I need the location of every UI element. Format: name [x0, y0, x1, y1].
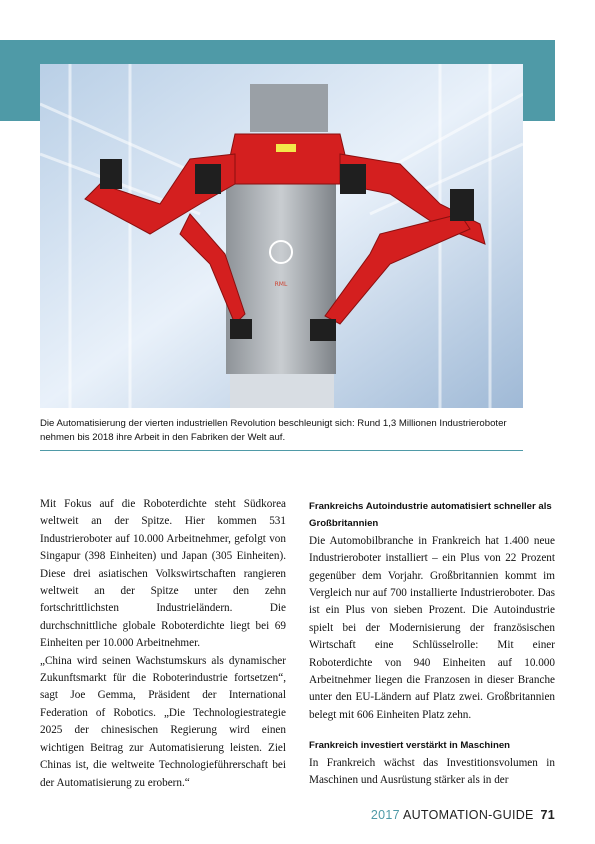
robot-panel-label: RML [274, 281, 288, 288]
right-paragraph-2: In Frankreich wächst das Investitionsvolumen in Maschinen und Ausrüstung stärker als in der [309, 756, 555, 787]
caption-divider [40, 450, 523, 451]
page-number: 71 [540, 808, 555, 822]
footer-year: 2017 [370, 808, 400, 822]
left-paragraph-1: Mit Fokus auf die Roboterdichte steht Südkorea weltweit an der Spitze. Hier kommen 531 Industrieroboter auf 10.000 Arbeitnehmer, gefolgt von Singapur (398 Einheiten) und Japan (305 Einheiten). Diese drei asiatischen Volkswirtschaften rangieren weltweit an der Spitze unter den zehn fortschrittlichsten Industrieländern. Die durchschnittliche globale Roboterdichte liegt bei 69 Einheiten per 10.000 Arbeitnehmer. [40, 498, 286, 650]
left-paragraph-2: „China wird seinen Wachstumskurs als dynamischer Zukunftsmarkt für die Roboterindustrie fortsetzen“, sagt Joe Gemma, Präsident der International Federation of Robotics. „Die Technologiestrategie 2025 der chinesischen Regierung wird einen wichtigen Beitrag zur Automatisierung leisten. Ziel Chinas ist, die weltweite Technologieführerschaft bei der Automatisierung zu erobern.“ [40, 654, 286, 789]
footer-publication: AUTOMATION-GUIDE [402, 808, 534, 822]
section-heading-france-invest: Frankreich investiert verstärkt in Maschinen [309, 740, 511, 752]
right-paragraph-1: Die Automobilbranche in Frankreich hat 1.400 neue Industrieroboter installiert – ein Plus von 22 Prozent gegenüber dem Vorjahr. Großbritannien kommt im Vergleich nur auf 700 installierte Industrieroboter. Das ist ein Plus von sieben Prozent. Die Autoindustrie spielt bei der Modernisierung der französischen Wirtschaft eine Schlüsselrolle: Mit einer Roboterdichte von 940 Einheiten auf 10.000 Arbeitnehmer liegen die Franzosen in dieser Branche unter den EU-Ländern auf Platz zwei. Großbritannien belegt mit 606 Einheiten Platz zehn. [309, 534, 555, 721]
industrial-robot-photo-icon [40, 64, 523, 408]
photo-caption [40, 417, 523, 444]
section-heading-france-auto: Frankreichs Autoindustrie automatisiert schneller als Großbritannien [309, 501, 552, 530]
caption-line-2: nehmen bis 2018 ihre Arbeit in den Fabriken der Welt auf. [40, 431, 286, 443]
right-column [309, 498, 555, 790]
robot-photo [40, 64, 523, 408]
caption-line-1: Die Automatisierung der vierten industriellen Revolution beschleunigt sich: Rund 1,3 Millionen Industrieroboter [40, 418, 507, 429]
page-footer [340, 808, 555, 822]
left-column [40, 496, 286, 792]
